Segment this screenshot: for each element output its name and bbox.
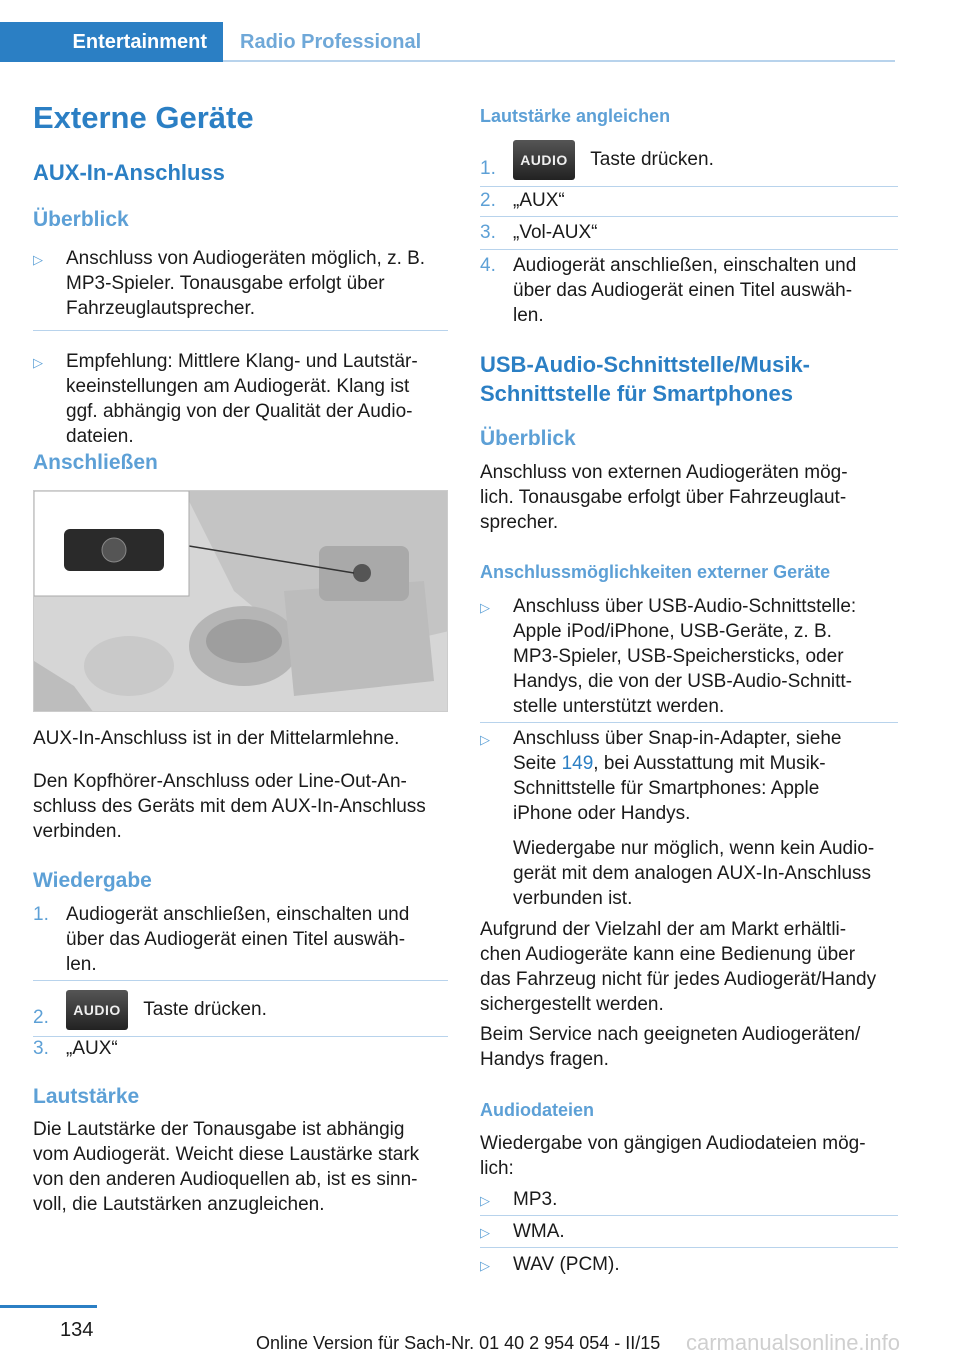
photo-caption: AUX-In-Anschluss ist in der Mittelarmlehne. bbox=[33, 728, 400, 749]
service-text: Beim Service nach geeigneten Audiogeräten/ Handys fragen. bbox=[480, 1024, 861, 1070]
tab-radio-professional[interactable]: Radio Professional bbox=[240, 31, 422, 53]
subheading-overview: Überblick bbox=[33, 208, 129, 231]
usb-overview-text: Anschluss von externen Audiogeräten mög‐ lich. Tonausgabe erfolgt über Fahrzeuglaut‐ sprecher. bbox=[480, 462, 848, 533]
tab-entertainment[interactable]: Entertainment bbox=[0, 22, 223, 62]
online-version-note: Online Version für Sach-Nr. 01 40 2 954 054 - II/15 bbox=[256, 1333, 661, 1353]
aux-in-photo bbox=[33, 490, 448, 712]
page-header bbox=[0, 0, 960, 62]
connect-text: Den Kopfhörer-Anschluss oder Line-Out-An‐ schluss des Geräts mit dem AUX-In-Anschluss verbinden. bbox=[33, 771, 426, 842]
divider bbox=[480, 216, 898, 217]
subheading-usb-overview: Überblick bbox=[480, 427, 576, 450]
variety-text: Aufgrund der Vielzahl der am Markt erhältli‐ chen Audiogeräte kann eine Bedienung über das Fahrzeug nicht für jedes Audiogerät/Handy sichergestellt werden. bbox=[480, 919, 877, 1015]
triangle-bullet-icon: ▷ bbox=[480, 732, 490, 747]
watermark: carmanualsonline.info bbox=[686, 1330, 901, 1355]
divider bbox=[33, 330, 448, 331]
triangle-bullet-icon: ▷ bbox=[480, 1193, 490, 1208]
subheading-volume: Lautstärke bbox=[33, 1085, 140, 1108]
subheading-connect: Anschließen bbox=[33, 451, 158, 474]
divider bbox=[480, 1215, 898, 1216]
page-title: Externe Geräte bbox=[33, 100, 254, 135]
divider bbox=[33, 980, 448, 981]
triangle-bullet-icon: ▷ bbox=[480, 600, 490, 615]
audio-button-icon: AUDIO bbox=[66, 990, 128, 1030]
divider bbox=[480, 249, 898, 250]
divider bbox=[480, 186, 898, 187]
volume-text: Die Lautstärke der Tonausgabe ist abhängig vom Audiogerät. Weicht diese Laustärke stark von den anderen Audioquellen ab, ist es sinn‐ voll, die Lautstärken anzugleichen. bbox=[33, 1119, 420, 1215]
page-link[interactable]: 149 bbox=[561, 753, 594, 774]
divider bbox=[480, 722, 898, 723]
options-note: Wiedergabe nur möglich, wenn kein Audio‐ gerät mit dem analogen AUX-In-Anschluss verbunden ist. bbox=[513, 838, 875, 909]
divider bbox=[480, 1247, 898, 1248]
triangle-bullet-icon: ▷ bbox=[480, 1225, 490, 1240]
audio-button-icon: AUDIO bbox=[513, 140, 575, 180]
subheading-playback: Wiedergabe bbox=[33, 869, 152, 892]
subheading-audio-files: Audiodateien bbox=[480, 1100, 595, 1120]
armrest-illustration bbox=[34, 491, 448, 712]
section-heading-aux: AUX-In-Anschluss bbox=[33, 160, 225, 185]
subheading-connection-options: Anschlussmöglichkeiten externer Geräte bbox=[480, 562, 831, 582]
triangle-bullet-icon: ▷ bbox=[480, 1258, 490, 1273]
footer-rule bbox=[0, 1305, 97, 1308]
section-heading-usb: USB-Audio-Schnittstelle/Musik- Schnittstelle für Smartphones bbox=[480, 352, 811, 406]
triangle-bullet-icon: ▷ bbox=[33, 355, 43, 370]
triangle-bullet-icon: ▷ bbox=[33, 252, 43, 267]
page-number: 134 bbox=[60, 1319, 94, 1341]
subheading-adjust-volume: Lautstärke angleichen bbox=[480, 106, 671, 126]
header-rule bbox=[223, 60, 895, 62]
audio-files-text: Wiedergabe von gängigen Audiodateien mög‐ lich: bbox=[480, 1133, 866, 1179]
